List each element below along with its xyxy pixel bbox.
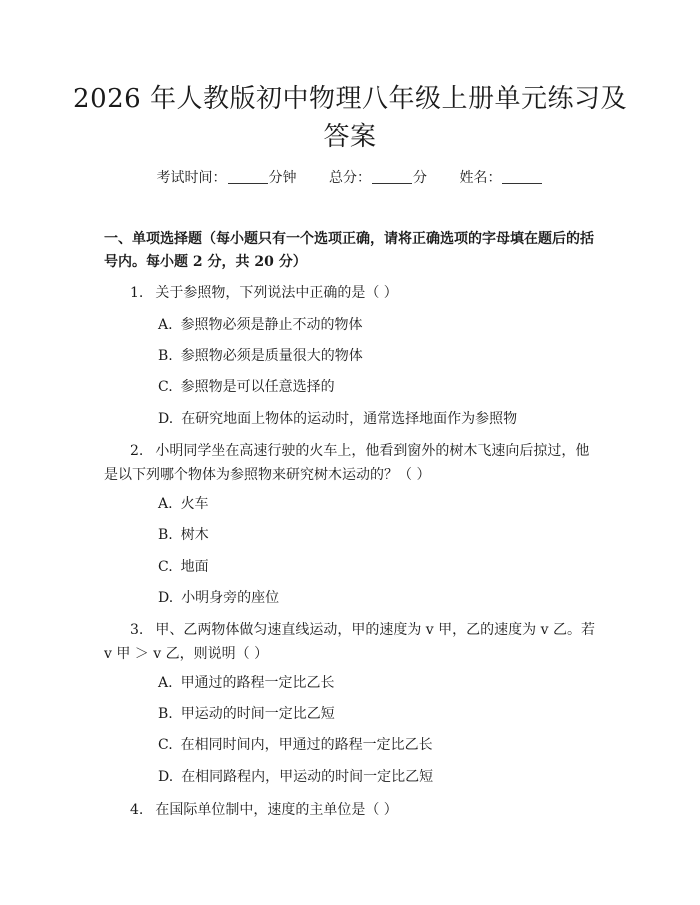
exam-time-unit: 分钟	[268, 170, 297, 186]
question-3-option-c	[158, 735, 433, 755]
question-text: 甲、乙两物体做匀速直线运动，甲的速度为 v 甲，乙的速度为 v 乙。若 v 甲 ＞ v 乙，则说明（ ）	[104, 622, 595, 662]
option-label: C.	[158, 559, 173, 575]
question-2	[104, 439, 600, 487]
option-label: C.	[158, 379, 173, 395]
total-score-label: 总分：	[329, 170, 371, 186]
option-label: A.	[158, 496, 173, 512]
question-text: 小明同学坐在高速行驶的火车上，他看到窗外的树木飞速向后掠过，他是以下列哪个物体为参照物来研究树木运动的？（ ）	[104, 443, 590, 483]
question-text: 在国际单位制中，速度的主单位是（ ）	[155, 802, 398, 818]
option-label: B.	[158, 527, 173, 543]
question-1-option-d	[158, 409, 517, 429]
option-text: 参照物必须是静止不动的物体	[180, 317, 363, 333]
question-2-option-b	[158, 525, 209, 545]
question-3	[104, 618, 600, 666]
exam-time-field	[157, 170, 297, 186]
question-3-option-d	[158, 767, 433, 787]
question-text: 关于参照物，下列说法中正确的是（ ）	[155, 285, 398, 301]
question-number: 3.	[130, 622, 144, 638]
option-text: 地面	[180, 559, 209, 575]
option-text: 小明身旁的座位	[181, 590, 280, 606]
question-4	[104, 798, 600, 822]
student-name-blank	[502, 169, 542, 184]
option-label: A.	[158, 317, 173, 333]
exam-time-label: 考试时间：	[156, 170, 227, 186]
option-label: B.	[158, 706, 173, 722]
question-3-option-b	[158, 704, 335, 724]
option-label: D.	[158, 769, 174, 785]
option-text: 树木	[180, 527, 209, 543]
question-1	[104, 281, 600, 305]
option-text: 参照物必须是质量很大的物体	[180, 348, 363, 364]
option-text: 参照物是可以任意选择的	[180, 379, 335, 395]
question-2-option-a	[158, 494, 209, 514]
question-2-option-c	[158, 557, 209, 577]
option-label: A.	[158, 675, 173, 691]
option-text: 在相同路程内，甲运动的时间一定比乙短	[181, 769, 434, 785]
option-label: D.	[158, 411, 174, 427]
option-text: 在相同时间内，甲通过的路程一定比乙长	[180, 737, 433, 753]
student-name-label: 姓名：	[459, 170, 502, 186]
question-1-option-c	[158, 377, 335, 397]
option-label: B.	[158, 348, 173, 364]
option-label: C.	[158, 737, 173, 753]
total-score-unit: 分	[413, 170, 427, 186]
total-score-blank	[372, 169, 412, 184]
option-label: D.	[158, 590, 174, 606]
exam-info-line	[0, 168, 700, 188]
section-heading-multiple-choice: 一、单项选择题（每小题只有一个选项正确，请将正确选项的字母填在题后的括号内。每小题 2 分，共 20 分）	[104, 231, 594, 270]
student-name-field	[459, 170, 543, 186]
question-number: 4.	[130, 802, 144, 818]
total-score-field	[329, 170, 427, 186]
option-text: 甲通过的路程一定比乙长	[180, 675, 335, 691]
question-1-option-b	[158, 346, 363, 366]
question-number: 1.	[130, 285, 144, 301]
question-2-option-d	[158, 588, 279, 608]
question-number: 2.	[130, 443, 144, 459]
question-3-option-a	[158, 673, 335, 693]
exam-time-blank	[228, 169, 268, 184]
option-text: 在研究地面上物体的运动时，通常选择地面作为参照物	[181, 411, 518, 427]
option-text: 甲运动的时间一定比乙短	[180, 706, 335, 722]
document-title: 2026 年人教版初中物理八年级上册单元练习及答案	[73, 84, 627, 152]
question-1-option-a	[158, 315, 363, 335]
option-text: 火车	[180, 496, 209, 512]
